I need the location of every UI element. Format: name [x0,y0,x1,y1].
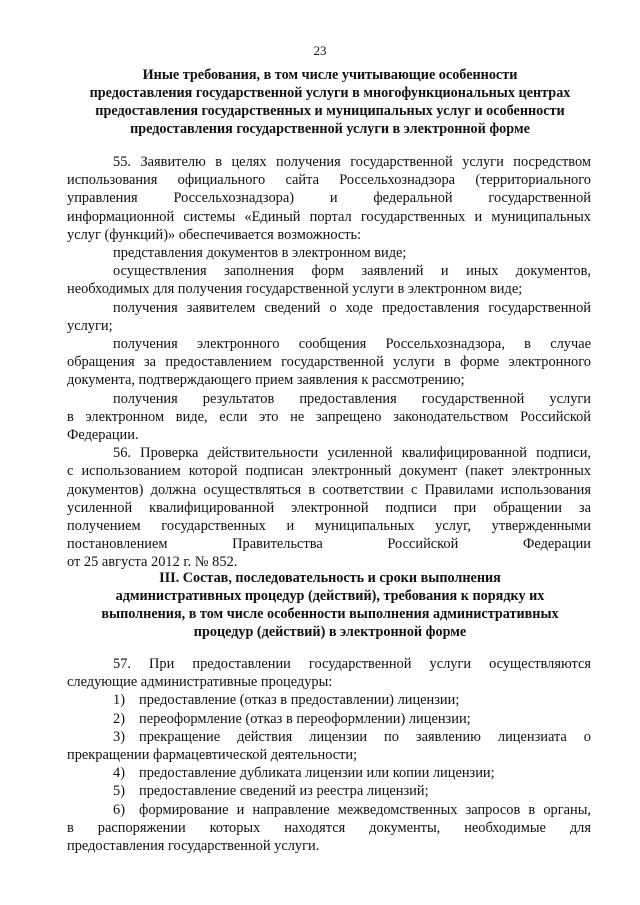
list-number: 5) [113,783,125,800]
list-text: прекращение действия лицензии по заявлению лицензиата о [139,728,591,745]
list-item [67,782,591,800]
list-number: 3) [113,728,125,745]
list-number: 1) [113,692,125,709]
heading-line: III. Состав, последовательность и сроки выполнения [159,570,501,586]
list-text: формирование и направление межведомственных запросов в органы, [139,801,591,818]
list-number: 2) [113,710,125,727]
text-line: получения электронного сообщения Россельхознадзора, в случае [113,336,591,353]
text-line: обращения за предоставлением государственной услуги в форме электронного [67,354,591,371]
list-item [67,691,591,709]
text-line: усиленной квалифицированной электронной подписи при обращении за [67,499,591,516]
text-line: услуг (функций)» обеспечивается возможность: [67,226,362,243]
text-line: использования официального сайта Россельхознадзора (территориального [67,172,591,189]
text-line: документа, подтверждающего прием заявления к рассмотрению; [67,372,465,389]
list-text: переоформление (отказ в переоформлении) лицензии; [139,710,471,727]
list-item [67,801,591,819]
text-line: получения заявителем сведений о ходе предоставления государственной [113,299,591,316]
paragraphs-55-56 [67,153,591,572]
list-number: 6) [113,801,125,818]
list-number: 4) [113,765,125,782]
text-line: представления документов в электронном виде; [113,245,407,262]
heading-line: выполнения, в том числе особенности выполнения административных [101,606,559,622]
heading-line: предоставления государственной услуги в многофункциональных центрах [89,85,571,101]
heading-line: Иные требования, в том числе учитывающие особенности [142,67,518,83]
section-heading-iii [70,569,590,641]
text-line: 56. Проверка действительности усиленной квалифицированной подписи, [113,445,591,462]
text-line: получения результатов предоставления государственной услуги [113,390,591,407]
text-line: постановлением Правительства Российской Федерации [67,536,591,553]
text-line: информационной системы «Единый портал государственных и муниципальных [67,208,591,225]
text-line: 55. Заявителю в целях получения государственной услуги посредством [113,154,591,170]
text-line: необходимых для получения государственной услуги в электронном виде; [67,281,523,298]
text-line: 57. При предоставлении государственной услуги осуществляются [113,656,591,672]
heading-line: предоставления государственных и муниципальных услуг и особенности [95,103,565,119]
text-line: с использованием которой подписан электронный документ (пакет электронных [67,463,591,480]
text-line: получением государственных и муниципальных услуг, утвержденными [67,518,591,535]
paragraph-57 [67,655,591,855]
list-text: предоставление (отказ в предоставлении) лицензии; [139,692,460,709]
list-item-continuation: прекращении фармацевтической деятельности; [67,747,358,764]
heading-line: процедур (действий) в электронной форме [193,624,467,640]
heading-line: предоставления государственной услуги в электронной форме [130,121,530,137]
text-line: от 25 августа 2012 г. № 852. [67,554,238,571]
page-number: 23 [313,43,327,58]
text-line: Федерации. [67,427,139,444]
list-text: предоставление дубликата лицензии или копии лицензии; [139,765,495,782]
text-line: услуги; [67,317,113,334]
text-line: управления Россельхознадзора) и федеральной государственной [67,190,591,207]
heading-line: административных процедур (действий), требования к порядку их [115,588,545,604]
list-item [67,710,591,728]
section-heading-other-requirements [70,66,590,138]
list-text: предоставление сведений из реестра лицензий; [139,783,429,800]
text-line: следующие административные процедуры: [67,674,333,691]
list-item [67,764,591,782]
text-line: в электронном виде, если это не запрещено законодательством Российской [67,408,591,425]
list-item-continuation: предоставления государственной услуги. [67,838,320,855]
list-item [67,728,591,746]
list-item-continuation: в распоряжении которых находятся документы, необходимые для [67,819,591,836]
text-line: осуществления заполнения форм заявлений и иных документов, [113,263,591,280]
text-line: документов) должна осуществляться в соответствии с Правилами использования [67,481,591,498]
